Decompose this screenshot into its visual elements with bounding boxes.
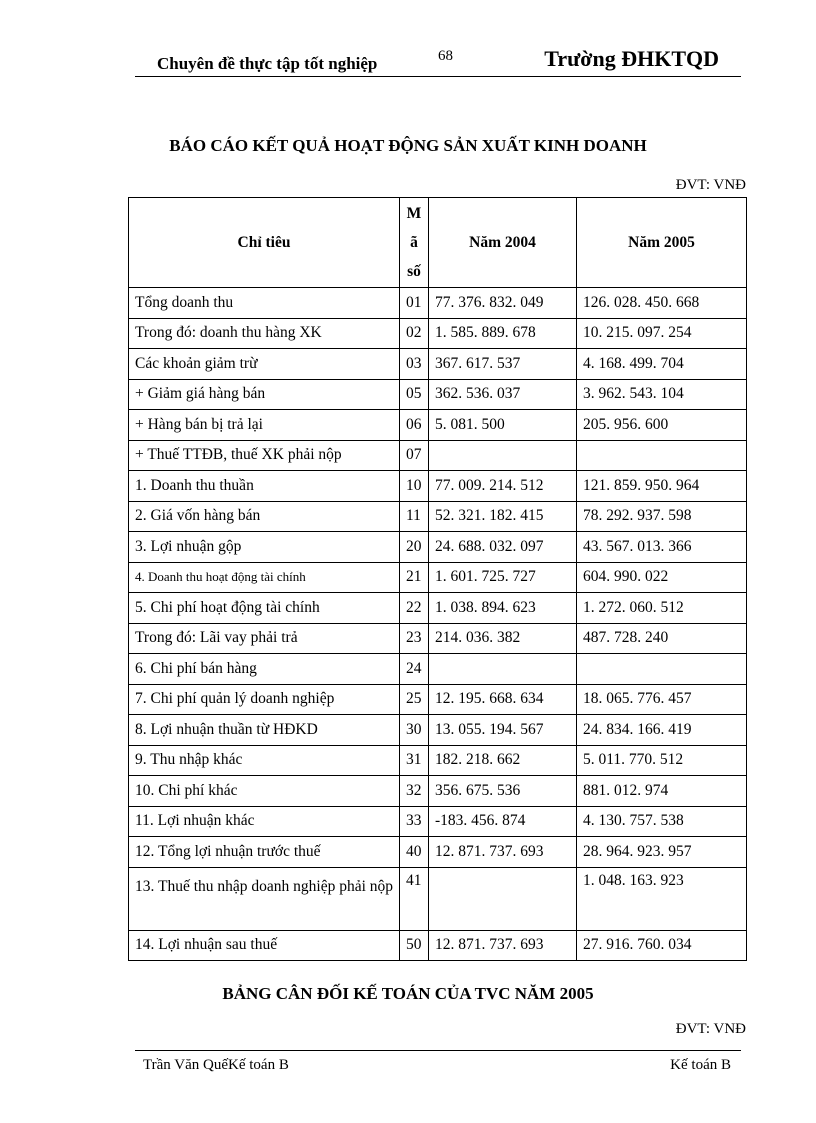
table-row: + Thuế TTĐB, thuế XK phải nộp 07 (129, 440, 747, 471)
header-year-2005: Năm 2005 (577, 198, 747, 288)
table-row: 2. Giá vốn hàng bán 11 52. 321. 182. 415 78. 292. 937. 598 (129, 501, 747, 532)
table-row: Các khoản giảm trừ 03 367. 617. 537 4. 168. 499. 704 (129, 349, 747, 380)
currency-unit: ĐVT: VNĐ (675, 177, 746, 193)
table-row: 3. Lợi nhuận gộp 20 24. 688. 032. 097 43. 567. 013. 366 (129, 532, 747, 563)
page-header (135, 42, 741, 77)
header-year-2004: Năm 2004 (429, 198, 577, 288)
table-row: + Hàng bán bị trả lại 06 5. 081. 500 205. 956. 600 (129, 410, 747, 441)
table-row: Trong đó: Lãi vay phải trả 23 214. 036. 382 487. 728. 240 (129, 623, 747, 654)
table-row: 7. Chi phí quản lý doanh nghiệp 25 12. 195. 668. 634 18. 065. 776. 457 (129, 684, 747, 715)
table-row: 14. Lợi nhuận sau thuế 50 12. 871. 737. 693 27. 916. 760. 034 (129, 930, 747, 961)
page-number: 68 (438, 48, 453, 64)
balance-sheet-title: BẢNG CÂN ĐỐI KẾ TOÁN CỦA TVC NĂM 2005 (222, 984, 594, 1003)
table-row: 6. Chi phí bán hàng 24 (129, 654, 747, 685)
table-row: 10. Chi phí khác 32 356. 675. 536 881. 012. 974 (129, 776, 747, 807)
income-statement-table (128, 197, 747, 961)
table-row: + Giảm giá hàng bán 05 362. 536. 037 3. 962. 543. 104 (129, 379, 747, 410)
footer-department: Kế toán B (670, 1057, 731, 1073)
table-row: 5. Chi phí hoạt động tài chính 22 1. 038. 894. 623 1. 272. 060. 512 (129, 593, 747, 624)
footer-author: Trần Văn QuếKế toán B (143, 1057, 289, 1073)
header-indicator: Chỉ tiêu (129, 198, 400, 288)
report-title: BÁO CÁO KẾT QUẢ HOẠT ĐỘNG SẢN XUẤT KINH DOANH (169, 136, 647, 155)
header-university: Trường ĐHKTQD (544, 46, 719, 71)
table-row: 9. Thu nhập khác 31 182. 218. 662 5. 011. 770. 512 (129, 745, 747, 776)
table-row: 8. Lợi nhuận thuần từ HĐKD 30 13. 055. 194. 567 24. 834. 166. 419 (129, 715, 747, 746)
table-row: 12. Tổng lợi nhuận trước thuế 40 12. 871. 737. 693 28. 964. 923. 957 (129, 837, 747, 868)
table-header-row (129, 198, 747, 288)
currency-unit-2: ĐVT: VNĐ (675, 1021, 746, 1037)
table-row: 1. Doanh thu thuần 10 77. 009. 214. 512 121. 859. 950. 964 (129, 471, 747, 502)
table-row: Trong đó: doanh thu hàng XK 02 1. 585. 889. 678 10. 215. 097. 254 (129, 318, 747, 349)
table-row: 4. Doanh thu hoạt động tài chính 21 1. 601. 725. 727 604. 990. 022 (129, 562, 747, 593)
table-row: 11. Lợi nhuận khác 33 -183. 456. 874 4. 130. 757. 538 (129, 806, 747, 837)
table-row: 13. Thuế thu nhập doanh nghiệp phải nộp 41 1. 048. 163. 923 (129, 867, 747, 930)
table-row: Tổng doanh thu 01 77. 376. 832. 049 126. 028. 450. 668 (129, 288, 747, 319)
header-code: M ã số (400, 198, 429, 288)
page-footer (135, 1050, 741, 1073)
header-thesis-title: Chuyên đề thực tập tốt nghiệp (157, 54, 378, 73)
